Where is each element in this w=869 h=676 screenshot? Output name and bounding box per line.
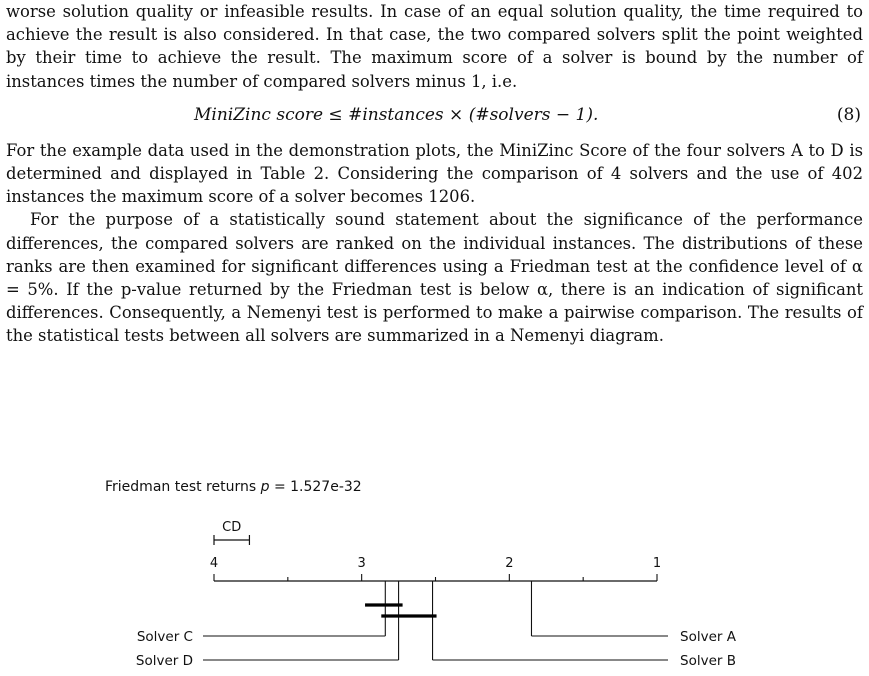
chart-title-suffix: = 1.527e-32 bbox=[269, 479, 362, 495]
solver-label: Solver C bbox=[136, 629, 193, 645]
nemenyi-diagram bbox=[0, 470, 869, 672]
equation-body: MiniZinc score ≤ #instances × (#solvers − 1). bbox=[194, 104, 599, 125]
solver-label: Solver A bbox=[680, 629, 736, 645]
cd-label: CD bbox=[222, 520, 242, 535]
chart-title bbox=[105, 479, 362, 495]
equation-number: (8) bbox=[836, 104, 861, 125]
paragraph-2: For the example data used in the demonstration plots, the MiniZinc Score of the four solvers A to D is determined and displayed in Table 2. Considering the comparison of 4 solvers and the use of 402 instances the maximum score of a solver becomes 1206. bbox=[6, 140, 863, 207]
paper-page bbox=[6, 0, 863, 348]
equation-8 bbox=[6, 99, 863, 135]
solver-label: Solver B bbox=[680, 653, 736, 669]
tick-label: 1 bbox=[652, 556, 662, 571]
chart-title-prefix: Friedman test returns bbox=[105, 479, 261, 495]
paragraph-1: worse solution quality or infeasible results. In case of an equal solution quality, the time required to achieve the result is also considered. In that case, the two compared solvers split the point weighted by their time to achieve the result. The maximum score of a solver is bound by the number of instances times the number of compared solvers minus 1, i.e. bbox=[6, 2, 863, 91]
tick-label: 4 bbox=[209, 556, 219, 571]
chart-title-variable: p bbox=[260, 479, 270, 495]
paragraph-3: For the purpose of a statistically sound statement about the significance of the performance differences, the compared solvers are ranked on the individual instances. The distributions of these ranks are then examined for significant differences using a Friedman test at the confidence level of α = 5%. If the p-value returned by the Friedman test is below α, there is an indication of significant differences. Consequently, a Nemenyi test is performed to make a pairwise comparison. The results of the statistical tests between all solvers are summarized in a Nemenyi diagram. bbox=[6, 210, 863, 346]
nemenyi-svg bbox=[0, 470, 869, 672]
solver-label: Solver D bbox=[135, 653, 193, 669]
tick-label: 2 bbox=[505, 556, 514, 571]
tick-label: 3 bbox=[357, 556, 366, 571]
